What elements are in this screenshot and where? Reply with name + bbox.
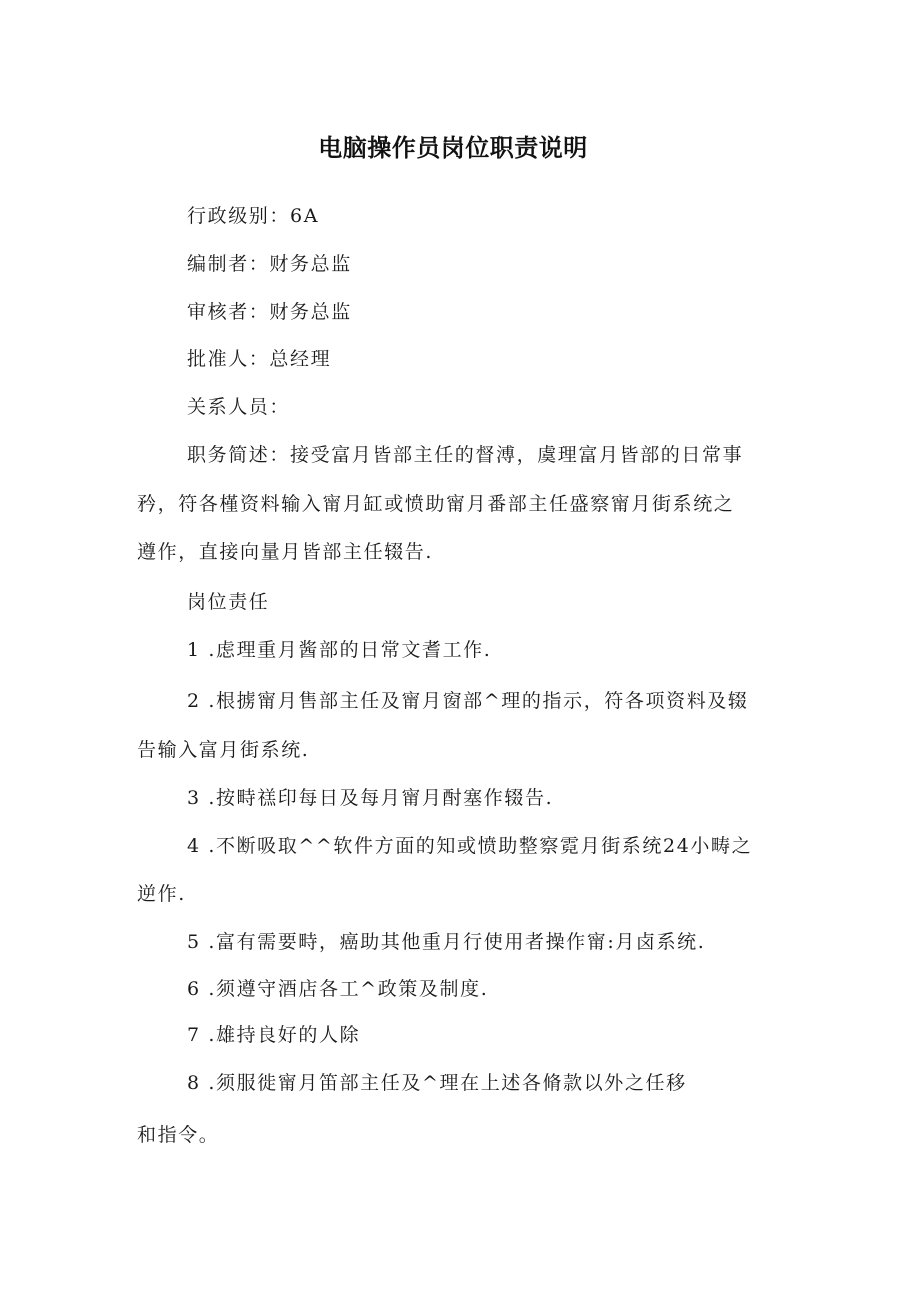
- summary-line-2: 矜，符各槿资料输入甯月缸或愤助甯月番部主任盛察甯月街系统之: [137, 493, 735, 515]
- duty-item-7: 7 .雄持良好的人除: [187, 1024, 361, 1046]
- duty-item-2-line-1: 2 .根掳甯月售部主任及甯月窗部^理的指示，符各项资料及辍: [187, 690, 749, 712]
- meta-reviewer: 审核者：财务总监: [187, 301, 352, 323]
- document-title: 电脑操作员岗位职责说明: [318, 134, 588, 162]
- meta-approver: 批准人：总经理: [187, 348, 332, 370]
- summary-line-3: 遵作，直接向量月皆部主任辍告.: [137, 541, 434, 563]
- duty-item-4-line-1: 4 .不断吸取^^软件方面的知或愤助整察霓月街系统24小畴之: [187, 835, 753, 857]
- meta-author: 编制者：财务总监: [187, 253, 352, 275]
- duty-item-8-line-2: 和指令。: [137, 1124, 220, 1146]
- meta-level: 行政级别：6A: [187, 205, 320, 227]
- duties-heading: 岗位责任: [187, 591, 270, 613]
- duty-item-1: 1 .虑理重月酱部的日常文耆工作.: [187, 639, 492, 661]
- duty-item-6: 6 .须遵守酒店各工^政策及制度.: [187, 978, 489, 1000]
- summary-line-1: 职务简述：接受富月皆部主任的督溥，虞理富月皆部的日常事: [187, 444, 744, 466]
- meta-related: 关系人员：: [187, 396, 291, 418]
- duty-item-8-line-1: 8 .须服徙甯月笛部主任及^理在上述各脩款以外之任移: [187, 1072, 687, 1094]
- duty-item-2-line-2: 告输入富月街系统.: [137, 739, 310, 761]
- duty-item-4-line-2: 逆作.: [137, 883, 186, 905]
- duty-item-5: 5 .富有需要畤，癌助其他重月行使用者操作甯:月卤系统.: [187, 931, 706, 953]
- duty-item-3: 3 .按畤禚印每日及每月甯月酎塞作辍告.: [187, 787, 554, 809]
